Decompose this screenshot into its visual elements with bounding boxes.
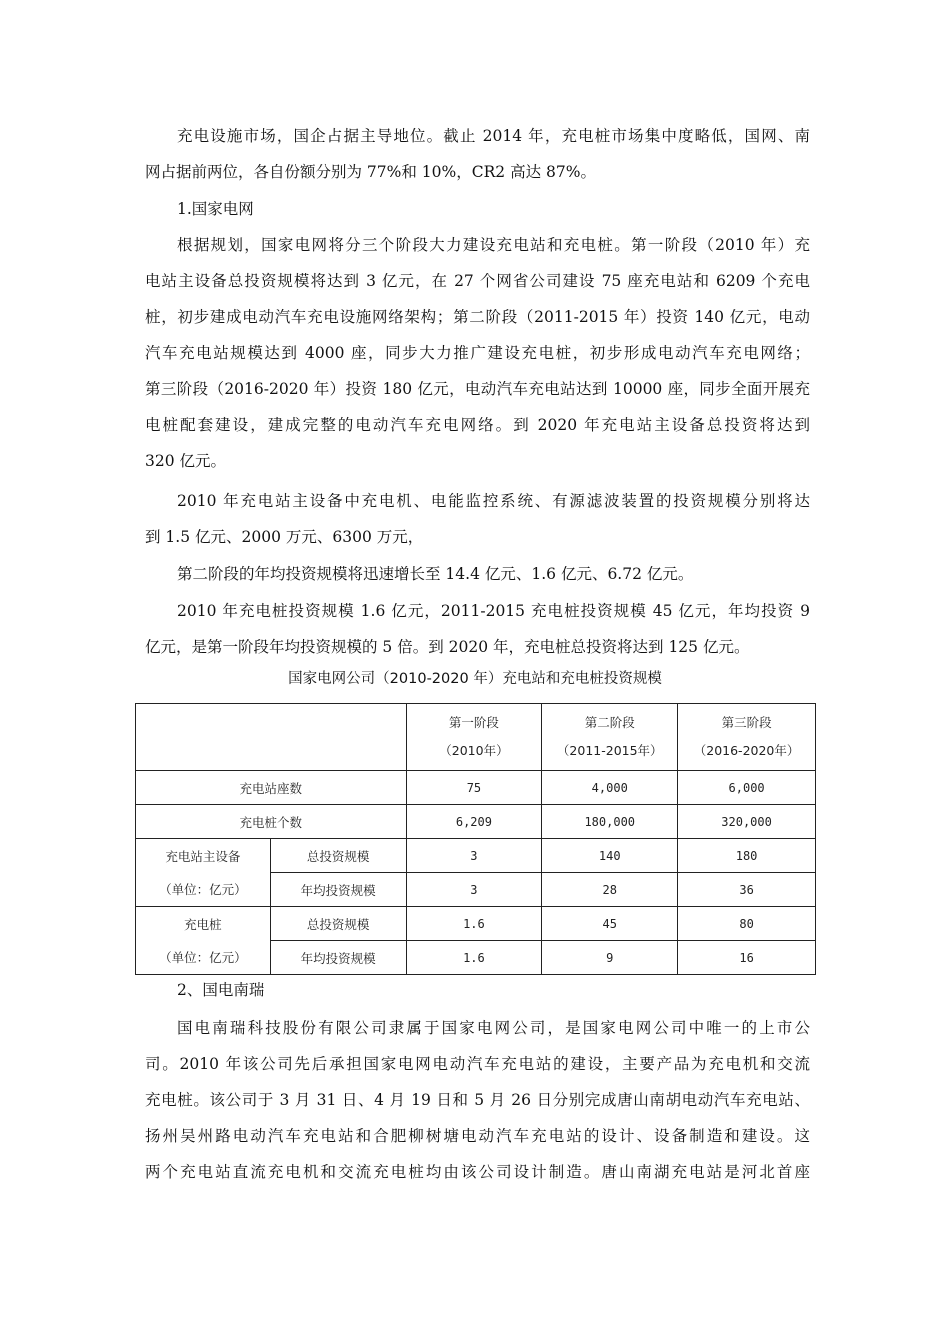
table-cell: 180,000: [542, 805, 678, 839]
paragraph-market-share: [145, 118, 810, 190]
paragraph-charging-pile-investment: [145, 593, 810, 665]
group-unit: （单位：亿元）: [159, 949, 247, 965]
table-cell: 6,000: [678, 771, 816, 805]
header-stage-one: [406, 704, 542, 771]
table-caption: 国家电网公司（2010-2020 年）充电站和充电桩投资规模: [288, 671, 662, 687]
table-header-row: [136, 704, 816, 771]
paragraph-state-grid-plan: [145, 227, 810, 479]
group-label-station-equipment: [136, 839, 271, 907]
section-heading-nari: [145, 972, 810, 1008]
table-cell: 45: [542, 907, 678, 941]
text-line: 根据规划，国家电网将分三个阶段大力建设充电站和充电桩。第一阶段（2010 年）充: [177, 236, 810, 254]
header-stage-two: [542, 704, 678, 771]
group-label-charging-pile: [136, 907, 271, 975]
text-line: 国电南瑞科技股份有限公司隶属于国家电网公司，是国家电网公司中唯一的上市公: [177, 1019, 810, 1037]
text-line: 扬州吴州路电动汽车充电站和合肥柳树塘电动汽车充电站的设计、设备制造和建设。这: [145, 1127, 810, 1145]
row-label: 年均投资规模: [270, 873, 406, 907]
table-row: [136, 839, 816, 873]
text-line: 司。2010 年该公司先后承担国家电网电动汽车充电站的建设，主要产品为充电机和交流: [145, 1055, 810, 1073]
table-cell: 9: [542, 941, 678, 975]
table-cell: 1.6: [406, 941, 542, 975]
paragraph-2010-equipment: [145, 483, 810, 555]
header-stage-period: （2010年）: [439, 743, 509, 758]
text-line: 汽车充电站规模达到 4000 座，同步大力推广建设充电桩，初步形成电动汽车充电网络；: [145, 344, 810, 362]
group-label: 充电站主设备: [165, 848, 241, 864]
text-line: 桩，初步建成电动汽车充电设施网络架构；第二阶段（2011-2015 年）投资 140 亿元，电动: [145, 308, 810, 326]
table-cell: 16: [678, 941, 816, 975]
text-line: 2010 年充电桩投资规模 1.6 亿元，2011-2015 充电桩投资规模 45 亿元，年均投资 9: [177, 602, 810, 620]
table-cell: 80: [678, 907, 816, 941]
group-unit: （单位：亿元）: [159, 881, 247, 897]
paragraph-nari: [145, 1010, 810, 1190]
table-cell: 320,000: [678, 805, 816, 839]
table-row: [136, 771, 816, 805]
table-cell: 28: [542, 873, 678, 907]
header-stage-three: [678, 704, 816, 771]
heading-text: 1.国家电网: [177, 200, 254, 218]
text-line: 电站主设备总投资规模将达到 3 亿元，在 27 个网省公司建设 75 座充电站和 6209 个充电: [145, 272, 810, 290]
table-row: [136, 907, 816, 941]
table-cell: 180: [678, 839, 816, 873]
header-stage-name: 第三阶段: [721, 715, 772, 730]
paragraph-stage-two-growth: [145, 556, 810, 592]
text-line: 网占据前两位，各自份额分别为 77%和 10%，CR2 高达 87%。: [145, 163, 596, 181]
text-line: 充电设施市场，国企占据主导地位。截止 2014 年，充电桩市场集中度略低，国网、南: [177, 127, 810, 145]
text-line: 电桩配套建设，建成完整的电动汽车充电网络。到 2020 年充电站主设备总投资将达到: [145, 416, 810, 434]
header-stage-period: （2011-2015年）: [556, 743, 663, 758]
row-label: 充电站座数: [136, 771, 407, 805]
text-line: 亿元，是第一阶段年均投资规模的 5 倍。到 2020 年，充电桩总投资将达到 125 亿元。: [145, 638, 750, 656]
table-cell: 3: [406, 873, 542, 907]
table-corner-cell: [136, 704, 407, 771]
row-label: 总投资规模: [270, 907, 406, 941]
text-line: 两个充电站直流充电机和交流充电桩均由该公司设计制造。唐山南湖充电站是河北首座: [145, 1163, 810, 1181]
header-stage-name: 第一阶段: [448, 715, 499, 730]
section-heading-state-grid: [145, 191, 810, 227]
investment-table: [135, 703, 816, 975]
heading-text: 2、国电南瑞: [177, 981, 265, 999]
table-cell: 6,209: [406, 805, 542, 839]
table-cell: 36: [678, 873, 816, 907]
row-label: 充电桩个数: [136, 805, 407, 839]
header-stage-period: （2016-2020年）: [693, 743, 800, 758]
table-cell: 4,000: [542, 771, 678, 805]
row-label: 总投资规模: [270, 839, 406, 873]
group-label: 充电桩: [184, 916, 222, 932]
table-cell: 3: [406, 839, 542, 873]
row-label: 年均投资规模: [270, 941, 406, 975]
text-line: 2010 年充电站主设备中充电机、电能监控系统、有源滤波装置的投资规模分别将达: [177, 492, 810, 510]
text-line: 第三阶段（2016-2020 年）投资 180 亿元，电动汽车充电站达到 10000 座，同步全面开展充: [145, 380, 810, 398]
table-cell: 140: [542, 839, 678, 873]
text-line: 第二阶段的年均投资规模将迅速增长至 14.4 亿元、1.6 亿元、6.72 亿元。: [177, 565, 694, 583]
text-line: 320 亿元。: [145, 452, 227, 470]
header-stage-name: 第二阶段: [584, 715, 635, 730]
text-line: 充电桩。该公司于 3 月 31 日、4 月 19 日和 5 月 26 日分别完成唐山南胡电动汽车充电站、: [145, 1091, 810, 1109]
table-cell: 1.6: [406, 907, 542, 941]
table-row: [136, 805, 816, 839]
text-line: 到 1.5 亿元、2000 万元、6300 万元，: [145, 528, 424, 546]
table-cell: 75: [406, 771, 542, 805]
